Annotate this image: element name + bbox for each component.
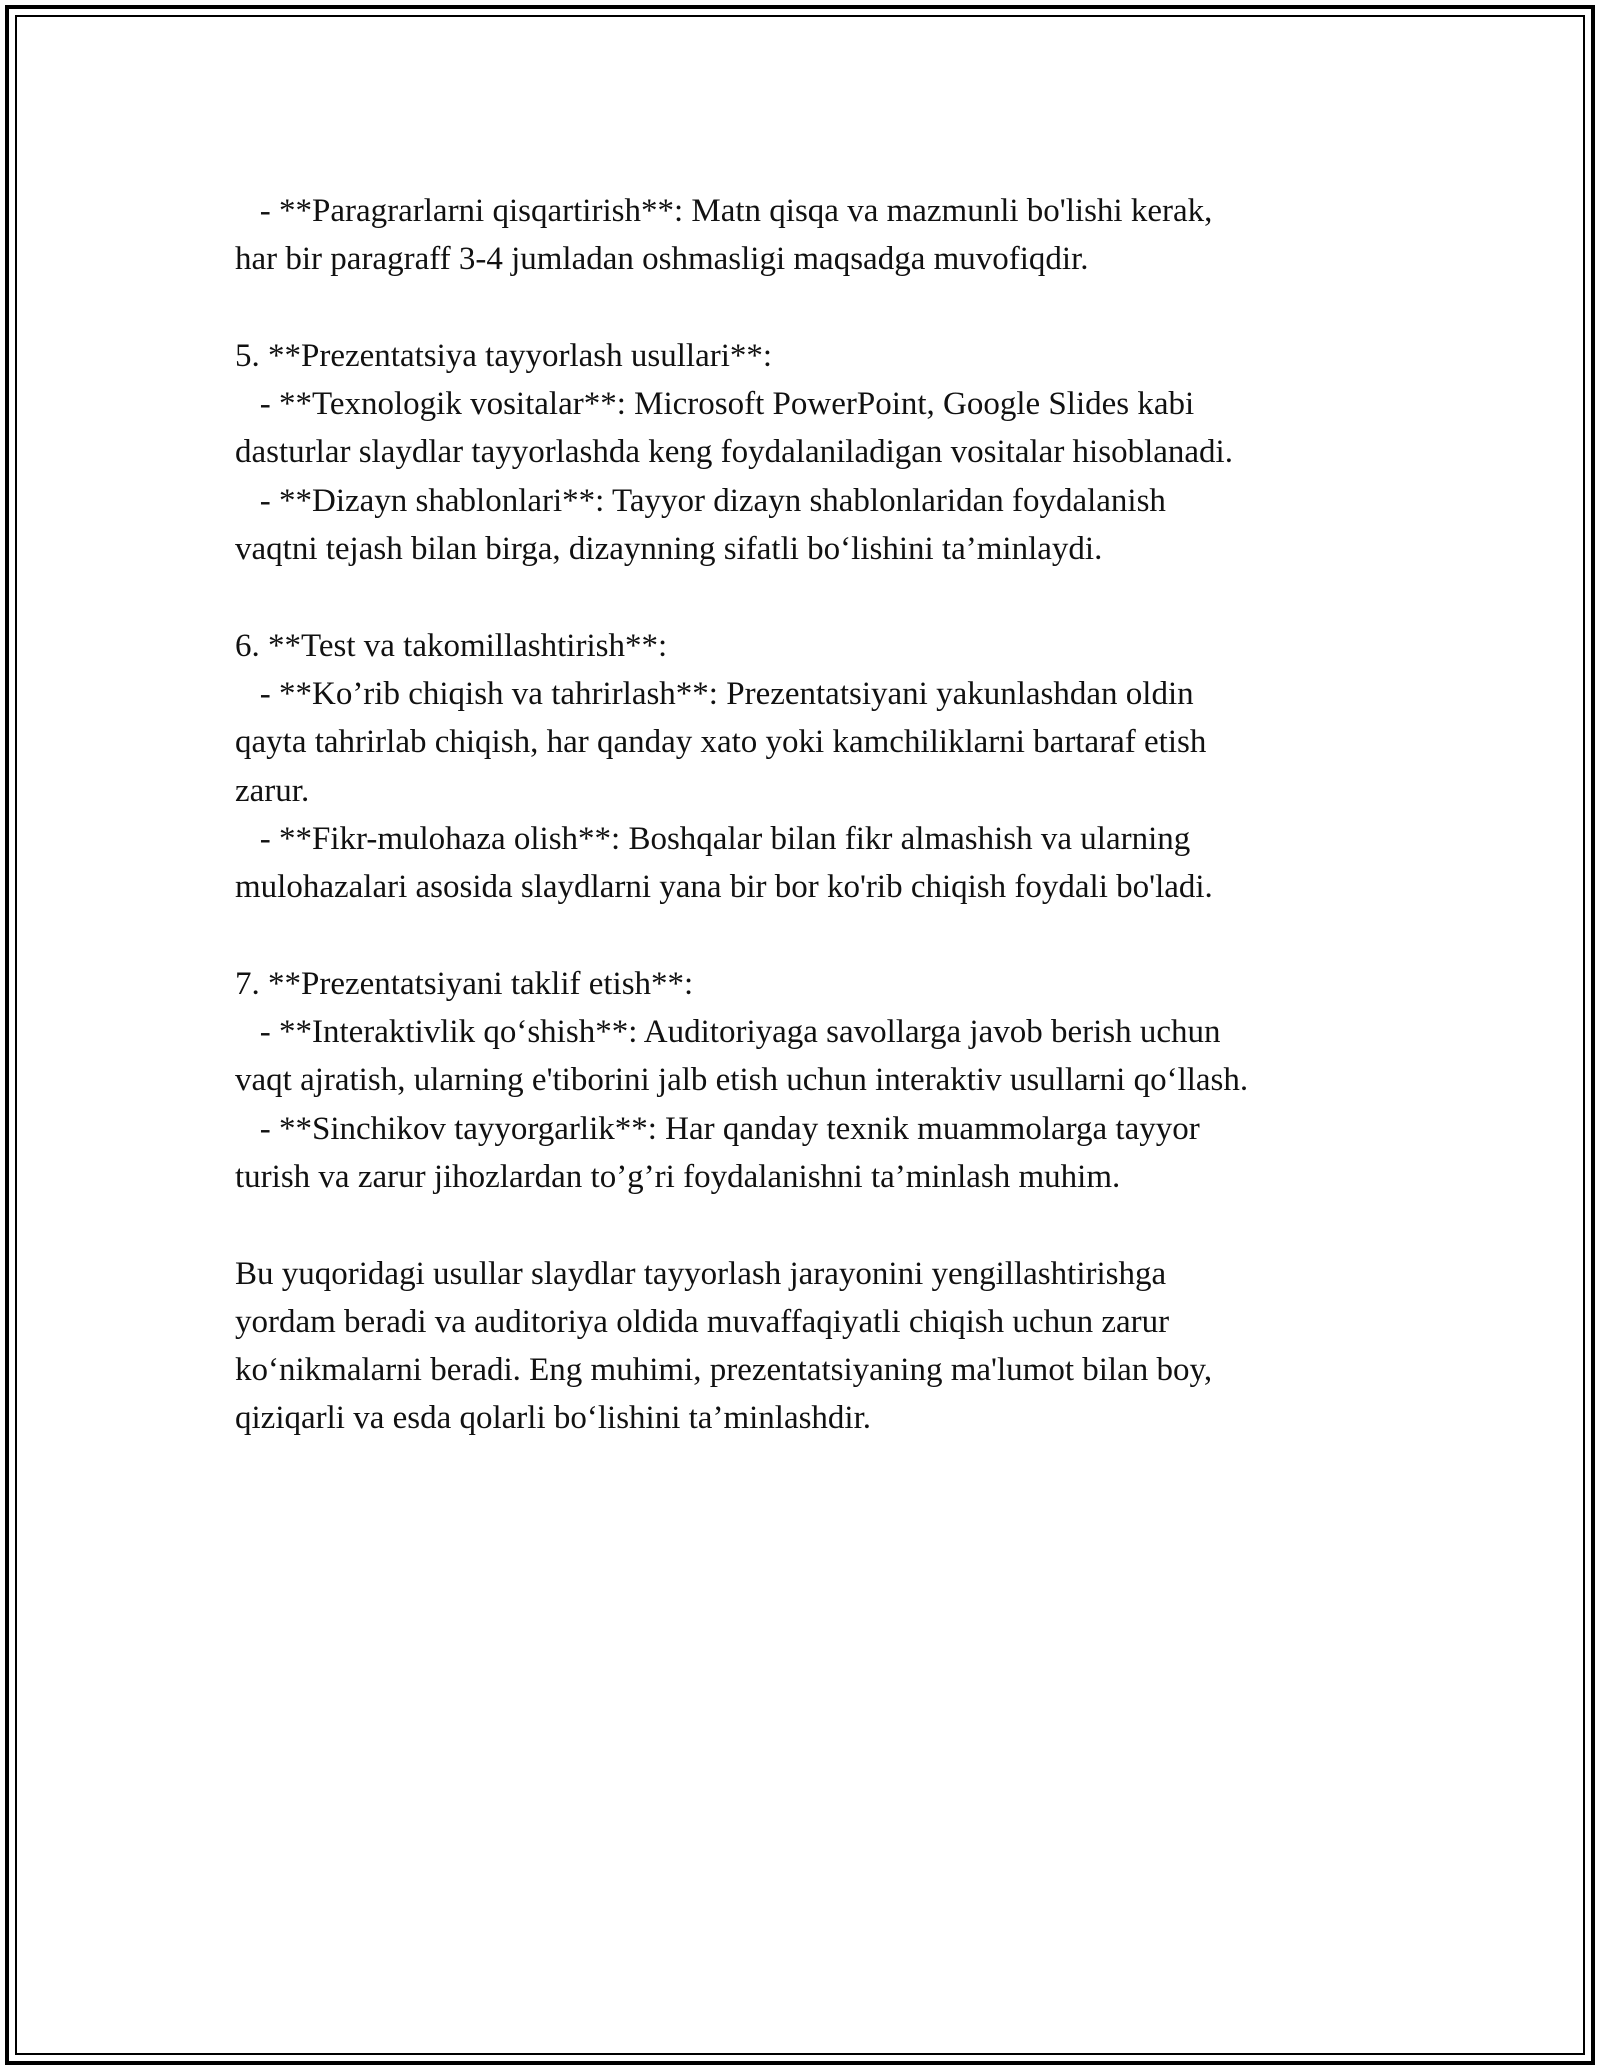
text-line: - **Sinchikov tayyorgarlik**: Har qanday texnik muammolarga tayyor <box>235 1110 1200 1147</box>
text-line: vaqtni tejash bilan birga, dizaynning sifatli bo‘lishini ta’minlaydi. <box>235 531 1103 568</box>
text-line: - **Fikr-mulohaza olish**: Boshqalar bilan fikr almashish va ularning <box>235 820 1191 857</box>
text-line: - **Ko’rib chiqish va tahrirlash**: Prezentatsiyani yakunlashdan oldin <box>235 675 1194 712</box>
text-line: turish va zarur jihozlardan to’g’ri foydalanishni ta’minlash muhim. <box>235 1158 1121 1195</box>
paragraph-spacer <box>235 284 1415 332</box>
text-line: 6. **Test va takomillashtirish**: <box>235 627 668 664</box>
text-line: qiziqarli va esda qolarli bo‘lishini ta’minlashdir. <box>235 1400 872 1437</box>
text-line: - **Paragrarlarni qisqartirish**: Matn qisqa va mazmunli bo'lishi kerak, <box>235 193 1213 229</box>
text-line: vaqt ajratish, ularning e'tiborini jalb etish uchun interaktiv usullarni qo‘llash. <box>235 1062 1249 1099</box>
text-line: mulohazalari asosida slaydlarni yana bir bor ko'rib chiqish foydali bo'ladi. <box>235 869 1213 906</box>
text-line: 7. **Prezentatsiyani taklif etish**: <box>235 965 694 1002</box>
text-line: - **Texnologik vositalar**: Microsoft PowerPoint, Google Slides kabi <box>235 386 1195 423</box>
text-line: 5. **Prezentatsiya tayyorlash usullari**: <box>235 337 773 374</box>
text-line: qayta tahrirlab chiqish, har qanday xato yoki kamchiliklarni bartaraf etish <box>235 724 1207 761</box>
document-body <box>235 187 1415 1443</box>
text-line: zarur. <box>235 772 310 809</box>
text-line: ko‘nikmalarni beradi. Eng muhimi, prezentatsiyaning ma'lumot bilan boy, <box>235 1352 1213 1389</box>
text-line: har bir paragraff 3-4 jumladan oshmasligi maqsadga muvofiqdir. <box>235 241 1089 278</box>
paragraph-spacer <box>235 1201 1415 1249</box>
paragraph-spacer <box>235 911 1415 959</box>
text-line: yordam beradi va auditoriya oldida muvaffaqiyatli chiqish uchun zarur <box>235 1303 1170 1340</box>
text-line: dasturlar slaydlar tayyorlashda keng foydalaniladigan vositalar hisoblanadi. <box>235 434 1233 471</box>
text-line: - **Dizayn shablonlari**: Tayyor dizayn shablonlaridan foydalanish <box>235 482 1166 519</box>
paragraph-spacer <box>235 573 1415 621</box>
text-line: Bu yuqoridagi usullar slaydlar tayyorlash jarayonini yengillashtirishga <box>235 1255 1167 1292</box>
text-line: - **Interaktivlik qo‘shish**: Auditoriyaga savollarga javob berish uchun <box>235 1014 1221 1051</box>
